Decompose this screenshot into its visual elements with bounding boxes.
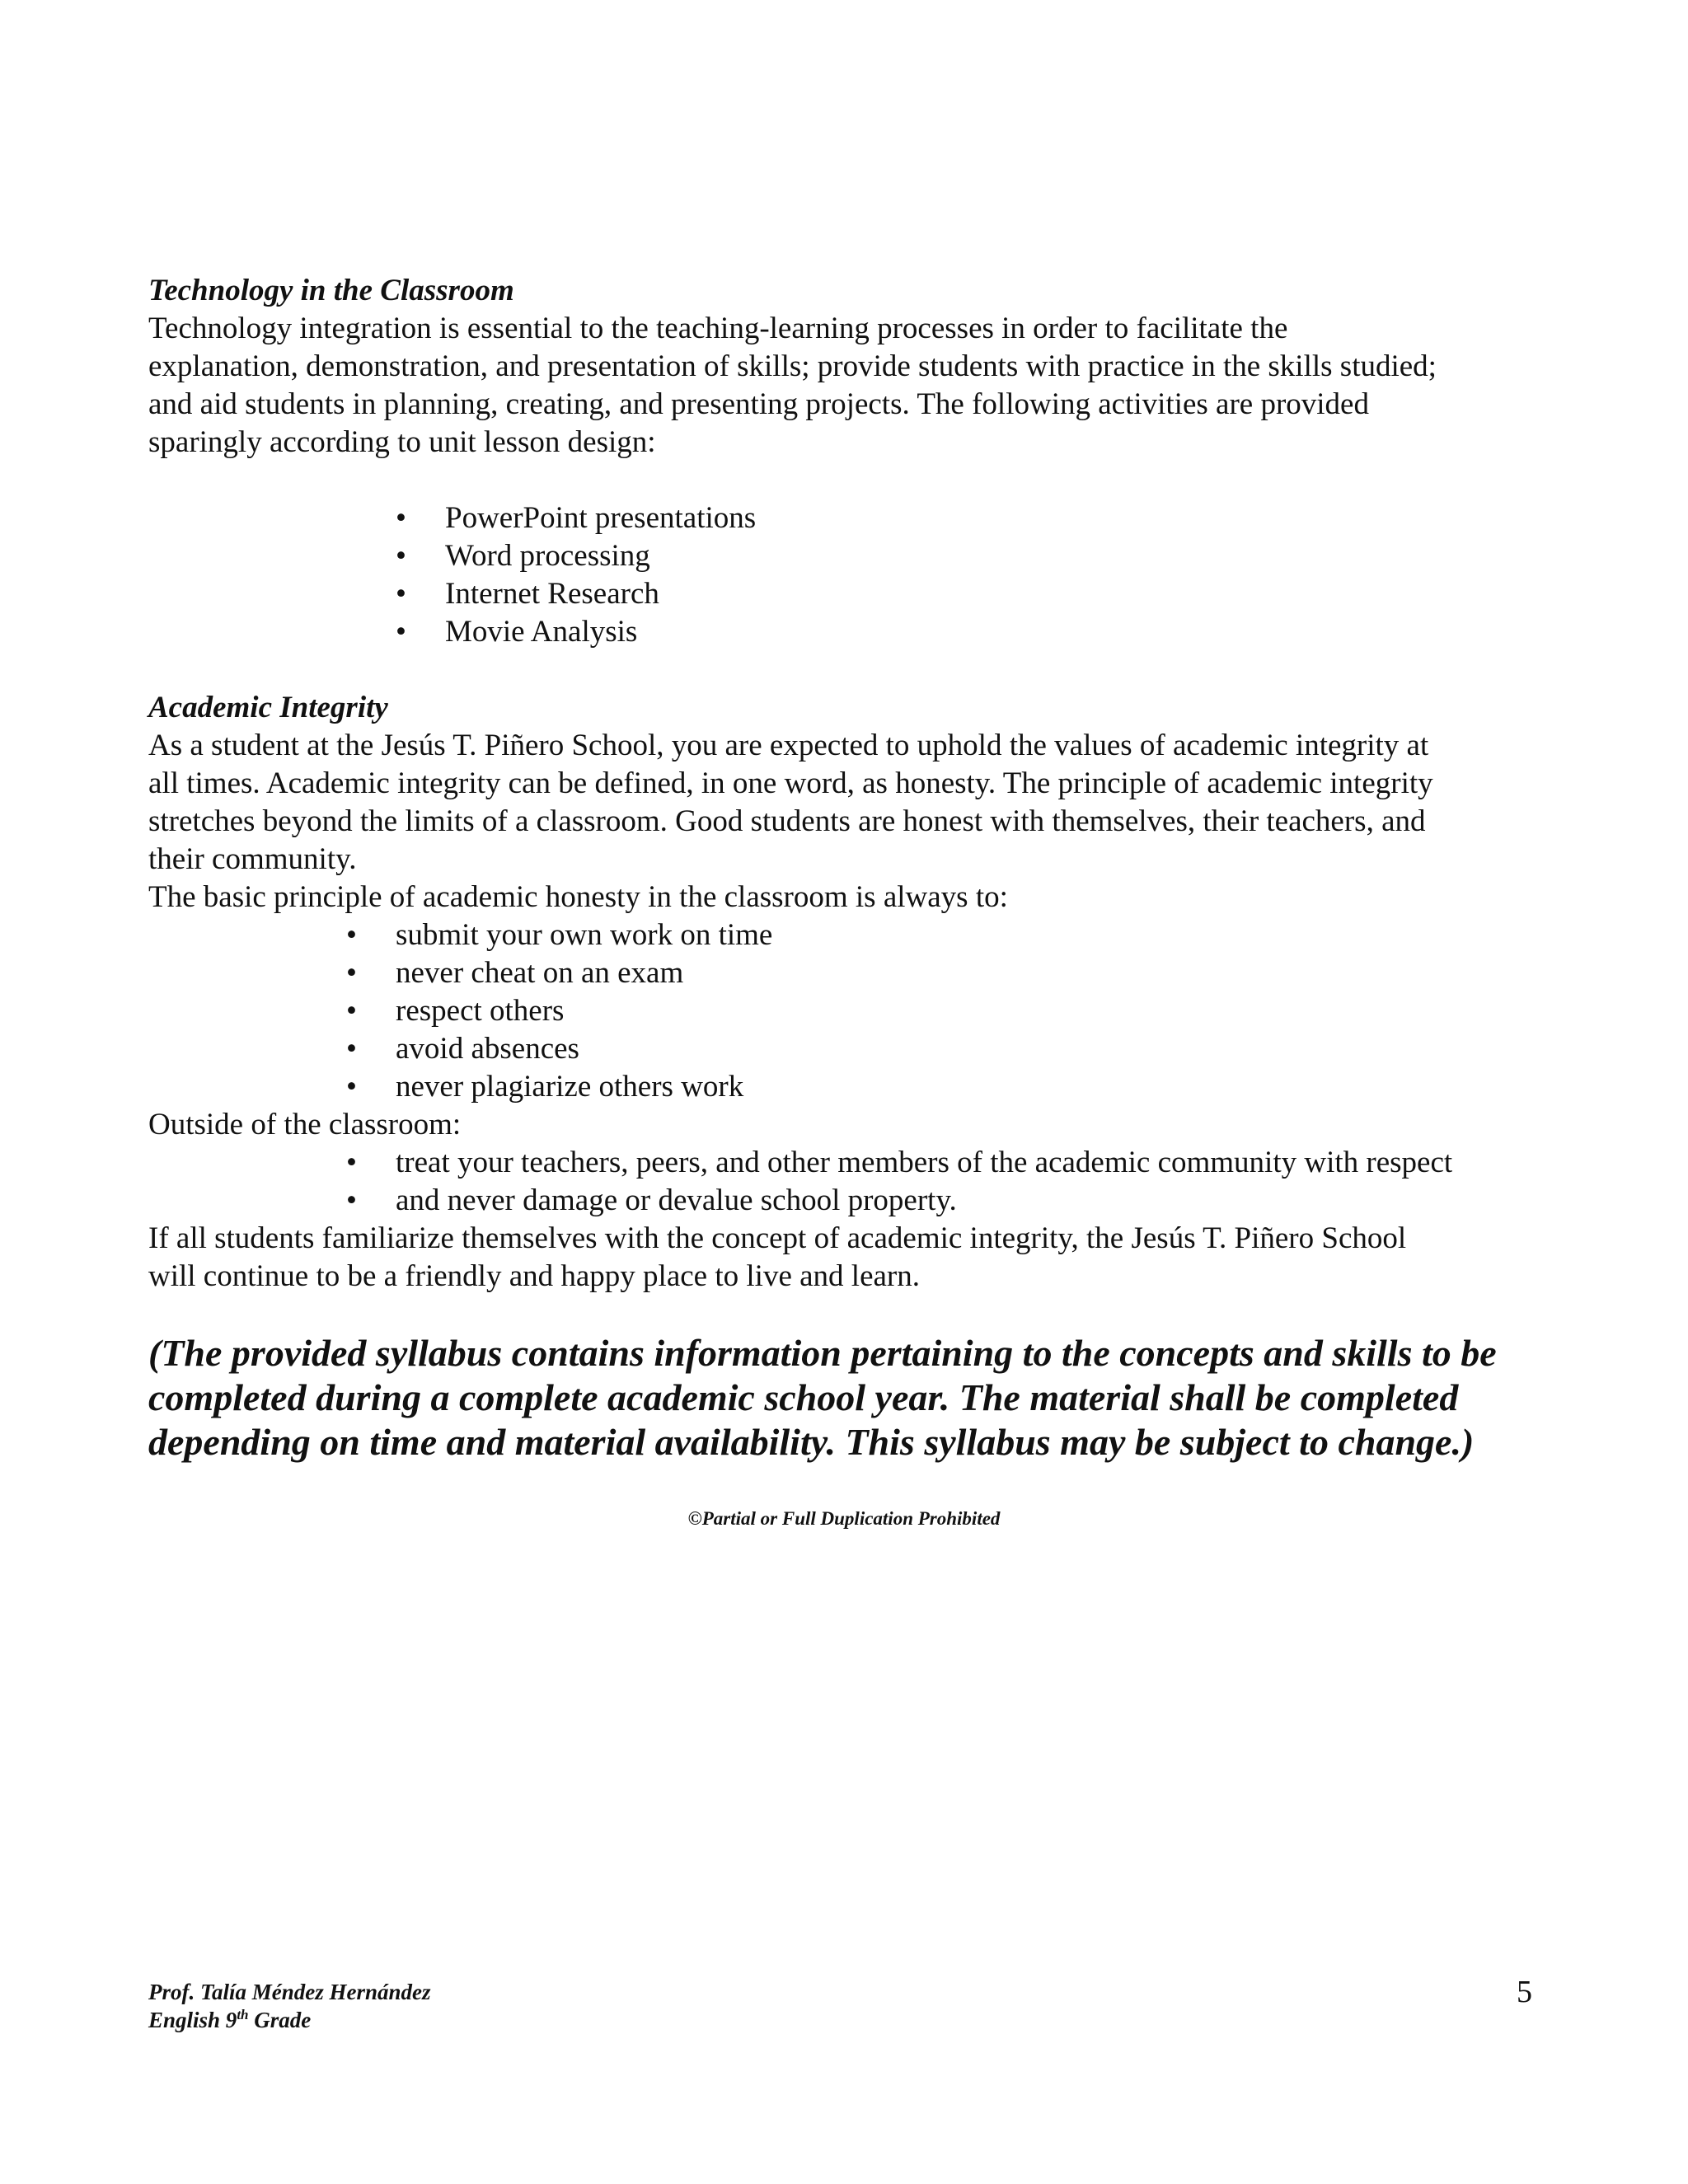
list-item xyxy=(396,613,1550,651)
bullet-icon: • xyxy=(346,1146,357,1179)
principle-intro: The basic principle of academic honesty in the classroom is always to: xyxy=(148,880,1008,914)
paragraph-line: sparingly according to unit lesson design: xyxy=(148,425,656,459)
technology-heading: Technology in the Classroom xyxy=(148,274,514,307)
list-item xyxy=(346,1144,1550,1182)
bullet-icon: • xyxy=(396,577,406,611)
list-item-text: treat your teachers, peers, and other members of the academic community with respect xyxy=(396,1146,1453,1179)
technology-activity-list xyxy=(148,499,1550,651)
list-item xyxy=(346,992,1550,1030)
main-content xyxy=(148,272,1550,1296)
note-line: depending on time and material availability. This syllabus may be subject to change.) xyxy=(148,1421,1475,1463)
closing-paragraph xyxy=(148,1220,1550,1296)
list-item-text: PowerPoint presentations xyxy=(445,501,757,535)
integrity-paragraph xyxy=(148,727,1550,879)
technology-section xyxy=(148,272,1550,651)
list-item-text: and never damage or devalue school property. xyxy=(396,1183,957,1217)
bullet-icon: • xyxy=(346,994,357,1028)
paragraph-line: their community. xyxy=(148,842,357,876)
bullet-icon: • xyxy=(396,539,406,573)
course-suffix: Grade xyxy=(248,2008,312,2032)
paragraph-line: will continue to be a friendly and happy place to live and learn. xyxy=(148,1259,920,1293)
syllabus-change-note xyxy=(148,1331,1550,1465)
list-item-text: avoid absences xyxy=(396,1032,579,1066)
list-item-text: Internet Research xyxy=(445,577,659,611)
list-item xyxy=(346,954,1550,992)
list-item-text: Word processing xyxy=(445,539,650,573)
list-item-text: submit your own work on time xyxy=(396,918,773,952)
outside-principles-list xyxy=(148,1144,1550,1220)
list-item-text: respect others xyxy=(396,994,565,1028)
bullet-icon: • xyxy=(396,501,406,535)
classroom-principles-list xyxy=(148,916,1550,1106)
page-number: 5 xyxy=(1517,1975,1532,2009)
academic-integrity-section xyxy=(148,689,1550,1296)
technology-paragraph xyxy=(148,310,1550,462)
integrity-heading: Academic Integrity xyxy=(148,691,388,724)
outside-intro: Outside of the classroom: xyxy=(148,1108,462,1141)
course-ordinal-suffix: th xyxy=(237,2007,249,2022)
bullet-icon: • xyxy=(346,1070,357,1104)
list-item xyxy=(346,1182,1550,1220)
list-item xyxy=(396,575,1550,613)
footer-author-block xyxy=(148,1978,431,2034)
paragraph-line: explanation, demonstration, and presentation of skills; provide students with practice in the skills studied; xyxy=(148,349,1437,383)
paragraph-line: If all students familiarize themselves with the concept of academic integrity, the Jesús T. Piñero School xyxy=(148,1221,1407,1255)
list-item-text: never plagiarize others work xyxy=(396,1070,744,1104)
paragraph-line: Technology integration is essential to the teaching-learning processes in order to facilitate the xyxy=(148,312,1288,345)
list-item xyxy=(346,1068,1550,1106)
list-item-text: Movie Analysis xyxy=(445,615,638,649)
bullet-icon: • xyxy=(346,918,357,952)
list-item-text: never cheat on an exam xyxy=(396,956,684,990)
list-item xyxy=(396,499,1550,537)
list-item xyxy=(346,1030,1550,1068)
author-name: Prof. Talía Méndez Hernández xyxy=(148,1980,431,2004)
paragraph-line: As a student at the Jesús T. Piñero School, you are expected to uphold the values of academic integrity at xyxy=(148,729,1429,762)
paragraph-line: stretches beyond the limits of a classroom. Good students are honest with themselves, their teachers, and xyxy=(148,804,1426,838)
bullet-icon: • xyxy=(396,615,406,649)
course-prefix: English 9 xyxy=(148,2008,237,2032)
note-line: completed during a complete academic school year. The material shall be completed xyxy=(148,1376,1459,1418)
bullet-icon: • xyxy=(346,1183,357,1217)
list-item xyxy=(346,916,1550,954)
bullet-icon: • xyxy=(346,956,357,990)
paragraph-line: all times. Academic integrity can be defined, in one word, as honesty. The principle of academic integrity xyxy=(148,766,1433,800)
course-name xyxy=(148,2006,431,2034)
list-item xyxy=(396,537,1550,575)
bullet-icon: • xyxy=(346,1032,357,1066)
paragraph-line: and aid students in planning, creating, and presenting projects. The following activities are provided xyxy=(148,387,1369,421)
note-line: (The provided syllabus contains information pertaining to the concepts and skills to be xyxy=(148,1332,1497,1374)
copyright-notice: ©Partial or Full Duplication Prohibited xyxy=(687,1508,1001,1529)
